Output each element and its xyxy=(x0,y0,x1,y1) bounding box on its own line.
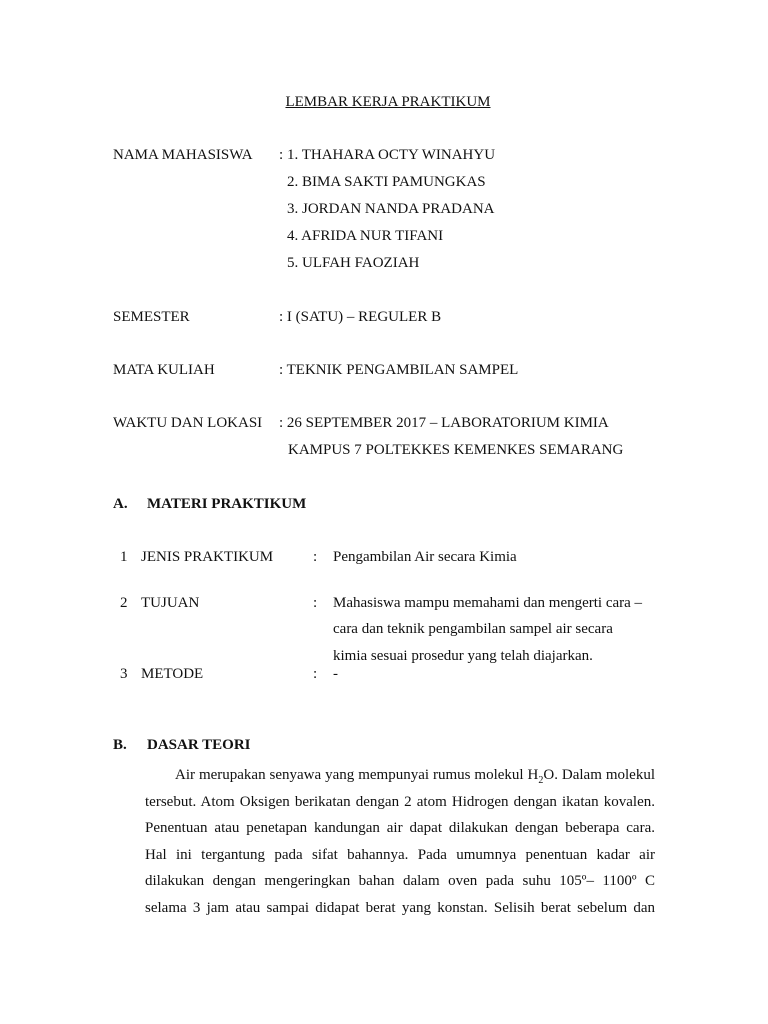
paragraph-line-1b: O. Dalam molekul xyxy=(543,767,655,783)
item-3-label: METODE xyxy=(141,666,204,682)
paragraph-line-3: Penentuan atau penetapan kandungan air dapat dilakukan dengan beberapa cara. xyxy=(145,820,655,836)
item-1-separator: : xyxy=(313,549,318,565)
subscript-2: 2 xyxy=(538,775,544,786)
item-2-number: 2 xyxy=(120,595,128,611)
item-3-separator: : xyxy=(313,666,318,682)
item-2-separator: : xyxy=(313,595,318,611)
nama-separator: : xyxy=(279,147,284,163)
item-2-value-line1: Mahasiswa mampu memahami dan mengerti cara – xyxy=(333,595,643,611)
section-a-heading: MATERI PRAKTIKUM xyxy=(147,496,307,512)
student-name-4: 4. AFRIDA NUR TIFANI xyxy=(287,228,444,244)
waktu-value-line2: KAMPUS 7 POLTEKKES KEMENKES SEMARANG xyxy=(288,442,624,458)
student-name-1: 1. THAHARA OCTY WINAHYU xyxy=(287,147,496,163)
paragraph-line-1 xyxy=(145,762,655,789)
waktu-value-line1: : 26 SEPTEMBER 2017 – LABORATORIUM KIMIA xyxy=(279,415,609,431)
item-2-value-line3: kimia sesuai prosedur yang telah diajarkan. xyxy=(333,648,593,664)
item-1-number: 1 xyxy=(120,549,128,565)
paragraph-line-6: selama 3 jam atau sampai didapat berat yang konstan. Selisih berat sebelum dan xyxy=(145,899,655,916)
paragraph-line-4: Hal ini tergantung pada sifat bahannya. Pada umumnya penentuan kadar air xyxy=(145,846,655,863)
student-name-5: 5. ULFAH FAOZIAH xyxy=(287,255,420,271)
matakuliah-value: : TEKNIK PENGAMBILAN SAMPEL xyxy=(279,362,519,378)
paragraph-line-1a: Air merupakan senyawa yang mempunyai rumus molekul H xyxy=(175,767,539,783)
section-b-heading: DASAR TEORI xyxy=(147,737,251,753)
student-name-2: 2. BIMA SAKTI PAMUNGKAS xyxy=(287,174,486,190)
page-title: LEMBAR KERJA PRAKTIKUM xyxy=(285,94,491,110)
semester-value: : I (SATU) – REGULER B xyxy=(279,309,442,325)
item-3-value: - xyxy=(333,666,338,682)
item-2-value-line2: cara dan teknik pengambilan sampel air secara xyxy=(333,621,613,637)
section-a-letter: A. xyxy=(113,496,128,512)
item-1-value: Pengambilan Air secara Kimia xyxy=(333,549,517,565)
item-1-label: JENIS PRAKTIKUM xyxy=(141,549,274,565)
item-3-number: 3 xyxy=(120,666,128,682)
paragraph-line-5: dilakukan dengan mengeringkan bahan dalam oven pada suhu 105º– 1100º C xyxy=(145,873,655,889)
nama-label: NAMA MAHASISWA xyxy=(113,147,253,163)
semester-label: SEMESTER xyxy=(113,309,190,325)
paragraph-line-2: tersebut. Atom Oksigen berikatan dengan 2 atom Hidrogen dengan ikatan kovalen. xyxy=(145,793,655,810)
student-name-3: 3. JORDAN NANDA PRADANA xyxy=(287,201,495,217)
item-2-label: TUJUAN xyxy=(141,595,200,611)
section-b-letter: B. xyxy=(113,737,127,753)
matakuliah-label: MATA KULIAH xyxy=(113,362,215,378)
dasar-teori-paragraph xyxy=(145,762,655,921)
waktu-label: WAKTU DAN LOKASI xyxy=(113,415,263,431)
